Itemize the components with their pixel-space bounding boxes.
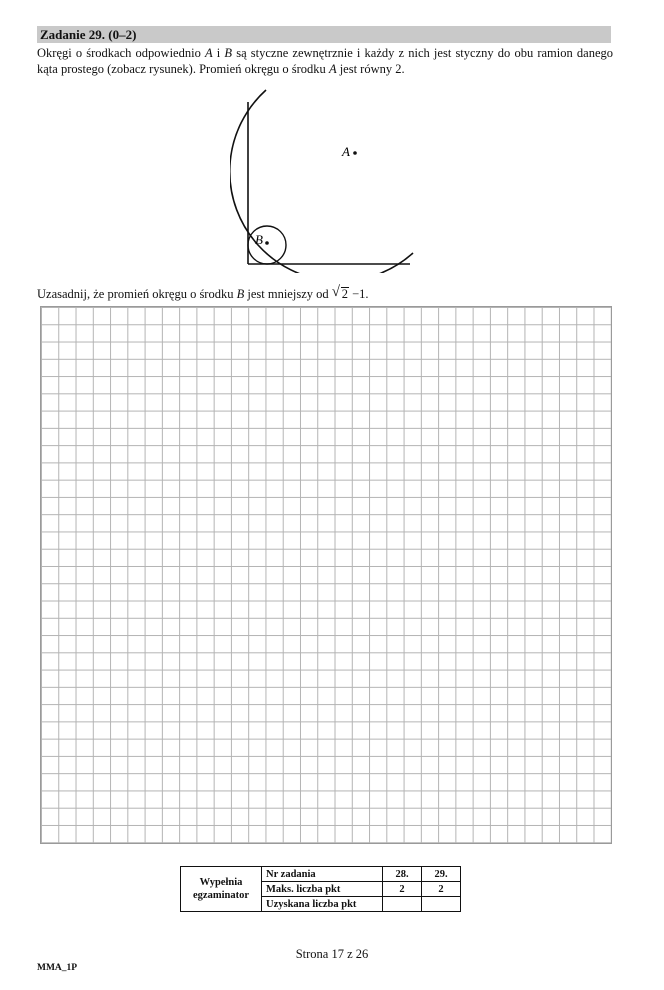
figure-label-a: A	[342, 144, 350, 159]
obtained-points-cell[interactable]	[422, 897, 461, 912]
prompt-text: jest mniejszy od	[244, 287, 332, 301]
circle-b	[248, 226, 286, 264]
prompt	[37, 286, 369, 302]
problem-text: są styczne zewnętrznie i każdy z nich jest styczny do obu ramion danego kąta prostego (zobacz rysunek). Promień okręgu o środku	[37, 46, 613, 76]
row-max-label: Maks. liczba pkt	[262, 882, 383, 897]
task-number-cell: 28.	[383, 867, 422, 882]
problem-text: Okręgi o środkach odpowiednio	[37, 46, 205, 60]
row-got-label: Uzyskana liczba pkt	[262, 897, 383, 912]
label-b: B	[236, 287, 245, 301]
tangent-circles-figure	[230, 88, 430, 273]
center-a-dot	[353, 151, 357, 155]
prompt-text: Uzasadnij, że promień okręgu o środku	[37, 287, 237, 301]
problem-text: i	[212, 46, 225, 60]
max-points-cell: 2	[422, 882, 461, 897]
max-points-cell: 2	[383, 882, 422, 897]
radical-sign: √	[331, 284, 340, 300]
answer-grid[interactable]	[40, 306, 612, 844]
label-a: A	[204, 46, 213, 60]
problem-text: jest równy 2.	[336, 62, 405, 76]
label-b: B	[224, 46, 233, 60]
obtained-points-cell[interactable]	[383, 897, 422, 912]
row-task-label: Nr zadania	[262, 867, 383, 882]
figure-label-b: B	[255, 232, 263, 247]
score-table	[180, 866, 461, 912]
center-b-dot	[265, 241, 269, 245]
task-number-cell: 29.	[422, 867, 461, 882]
radicand: 2	[341, 287, 348, 301]
task-title: Zadanie 29. (0–2)	[40, 27, 137, 42]
task-header	[37, 26, 611, 43]
sqrt-expression	[332, 286, 349, 302]
problem-statement	[37, 45, 613, 77]
label-a: A	[328, 62, 337, 76]
page-number: Strona 17 z 26	[295, 947, 369, 961]
prompt-text: −1.	[349, 287, 369, 301]
exam-code: MMA_1P	[37, 963, 78, 973]
examiner-label: Wypełnia egzaminator	[181, 867, 262, 912]
